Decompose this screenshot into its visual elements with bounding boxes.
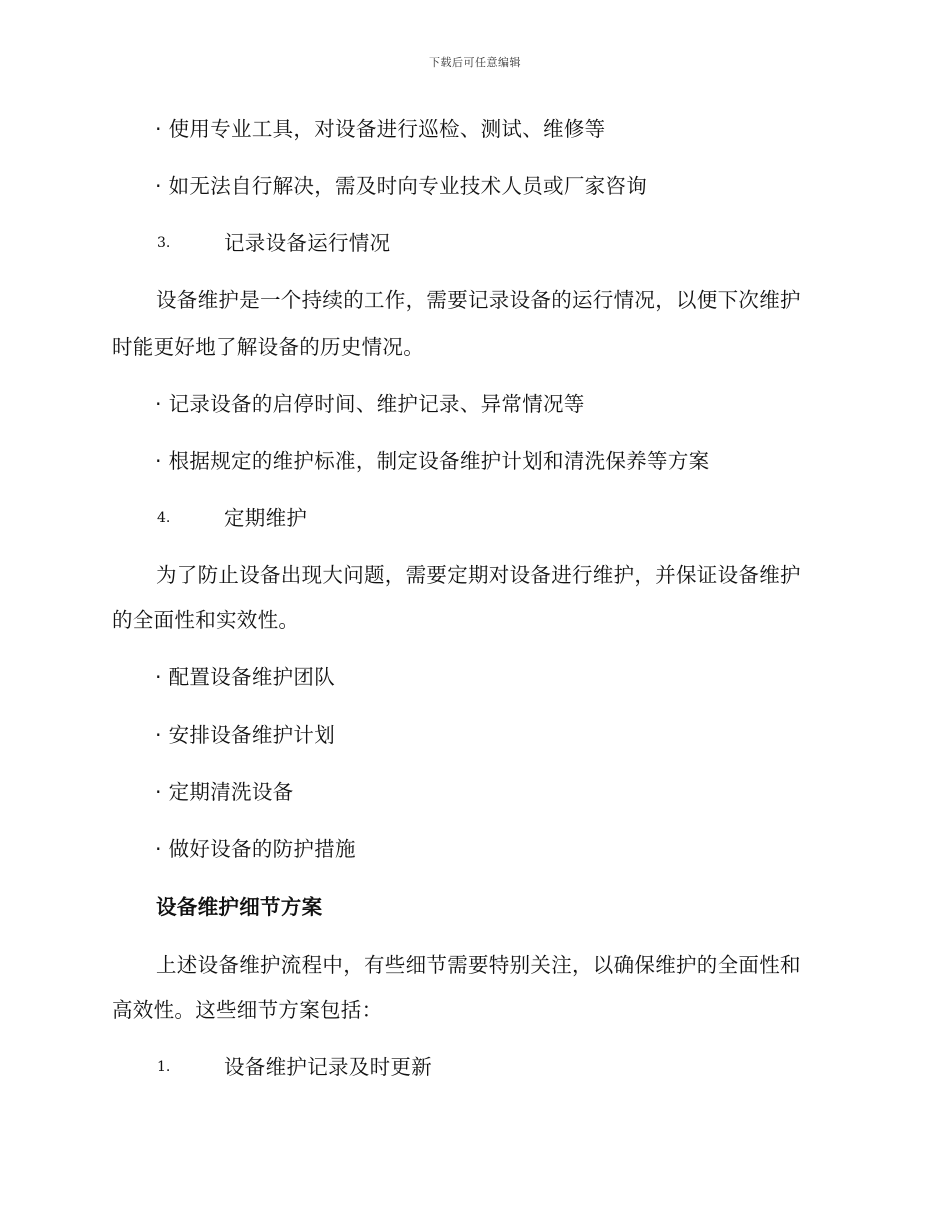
page-header: 下载后可任意编辑 — [429, 56, 521, 69]
item-number: 3. — [157, 235, 171, 251]
bullet-item: · 如无法自行解决，需及时向专业技术人员或厂家咨询 — [155, 174, 648, 198]
paragraph-line: 设备维护是一个持续的工作，需要记录设备的运行情况，以便下次维护 — [156, 288, 801, 312]
bullet-item: · 做好设备的防护措施 — [155, 837, 356, 861]
paragraph-line: 高效性。这些细节方案包括： — [112, 998, 383, 1022]
bullet-item: · 配置设备维护团队 — [155, 665, 336, 689]
bullet-item: · 安排设备维护计划 — [155, 723, 336, 747]
item-number: 1. — [157, 1059, 171, 1075]
paragraph-line: 上述设备维护流程中，有些细节需要特别关注，以确保维护的全面性和 — [156, 953, 801, 977]
bullet-item: · 定期清洗设备 — [155, 780, 294, 804]
section-heading: 设备维护细节方案 — [156, 895, 323, 919]
item-title: 记录设备运行情况 — [224, 231, 391, 255]
item-number: 4. — [157, 510, 171, 526]
bullet-item: · 使用专业工具，对设备进行巡检、测试、维修等 — [155, 117, 606, 141]
bullet-item: · 记录设备的启停时间、维护记录、异常情况等 — [155, 392, 585, 416]
paragraph-line: 为了防止设备出现大问题，需要定期对设备进行维护，并保证设备维护 — [156, 563, 801, 587]
item-title: 定期维护 — [224, 506, 308, 530]
bullet-item: · 根据规定的维护标准，制定设备维护计划和清洗保养等方案 — [155, 449, 710, 473]
paragraph-line: 的全面性和实效性。 — [112, 608, 300, 632]
paragraph-line: 时能更好地了解设备的历史情况。 — [112, 335, 424, 359]
item-title: 设备维护记录及时更新 — [224, 1055, 432, 1079]
